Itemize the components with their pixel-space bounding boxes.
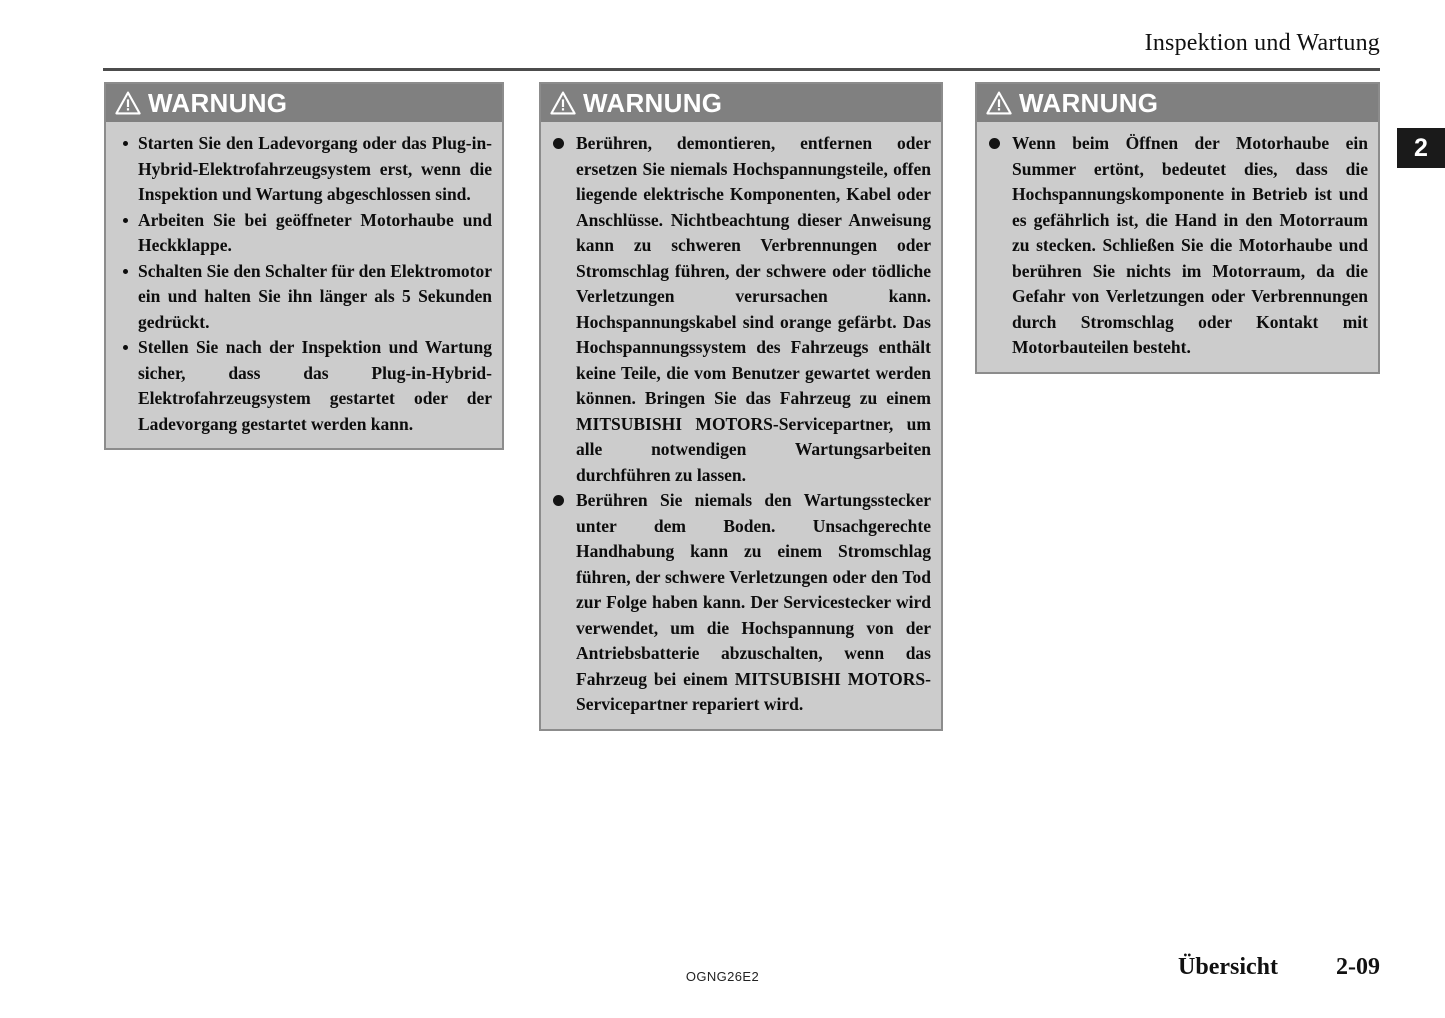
- warning-triangle-icon: [550, 91, 576, 115]
- list-item-text: Stellen Sie nach der Inspektion und Wartung sicher, dass das Plug-in-Hybrid-Elektrofahrzeugsystem gestartet oder der Ladevorgang gestartet werden kann.: [138, 337, 492, 434]
- chapter-tab: [1397, 128, 1445, 168]
- warning-label: WARNUNG: [583, 88, 723, 118]
- warning-box-2: [539, 82, 943, 731]
- warning-label: WARNUNG: [1019, 88, 1159, 118]
- warning-body: [977, 122, 1378, 372]
- warning-box-1: [104, 82, 504, 450]
- warning-list: [987, 131, 1368, 361]
- list-item: [116, 131, 492, 208]
- list-item: [116, 208, 492, 259]
- list-item: [116, 259, 492, 336]
- list-item-text: Berühren Sie niemals den Wartungsstecker unter dem Boden. Unsachgerechte Handhabung kann zu einem Stromschlag führen, der schwere Verletzungen oder den Tod zur Folge haben kann. Der Servicestecker wird verwendet, um die Hochspannung von der Antriebsbatterie abzuschalten, wenn das Fahrzeug bei einem MITSUBISHI MOTORS-Servicepartner repariert wird.: [576, 490, 931, 714]
- warning-header: [541, 84, 941, 122]
- warning-header: [106, 84, 502, 122]
- list-item-text: Berühren, demontieren, entfernen oder ersetzen Sie niemals Hochspannungsteile, offen liegende elektrische Komponenten, Kabel oder Anschlüsse. Nichtbeachtung dieser Anweisung kann zu schweren Verbrennungen oder Stromschlag führen, der schwere oder tödliche Verletzungen verursachen kann. Hochspannungskabel sind orange gefärbt. Das Hochspannungssystem des Fahrzeugs enthält keine Teile, die vom Benutzer gewartet werden können. Bringen Sie das Fahrzeug zu einem MITSUBISHI MOTORS-Servicepartner, um alle notwendigen Wartungsarbeiten durchführen zu lassen.: [576, 133, 931, 485]
- warning-list: [116, 131, 492, 437]
- warning-list: [551, 131, 931, 718]
- list-item-text: Starten Sie den Ladevorgang oder das Plug-in-Hybrid-Elektrofahrzeugsystem erst, wenn die Inspektion und Wartung abgeschlossen sind.: [138, 133, 492, 204]
- list-item-text: Arbeiten Sie bei geöffneter Motorhaube und Heckklappe.: [138, 209, 492, 255]
- warning-triangle-icon: [986, 91, 1012, 115]
- list-item: [551, 131, 931, 488]
- list-item: [987, 131, 1368, 361]
- list-item: [551, 488, 931, 718]
- warning-label: WARNUNG: [148, 88, 288, 118]
- warning-box-3: [975, 82, 1380, 374]
- warning-triangle-icon: [115, 91, 141, 115]
- document-code: OGNG26E2: [685, 969, 760, 984]
- header-rule: [103, 68, 1380, 71]
- warning-body: [106, 122, 502, 448]
- footer-page-number: 2-09: [1336, 954, 1380, 980]
- page-title: Inspektion und Wartung: [1144, 30, 1380, 56]
- page-footer: [1178, 954, 1380, 981]
- list-item: [116, 335, 492, 437]
- warning-body: [541, 122, 941, 729]
- chapter-tab-number: 2: [1414, 133, 1428, 162]
- list-item-text: Wenn beim Öffnen der Motorhaube ein Summer ertönt, bedeutet dies, dass die Hochspannungskomponente in Betrieb ist und es gefährlich ist, die Hand in den Motorraum zu stecken. Schließen Sie die Motorhaube und berühren Sie nichts im Motorraum, da die Gefahr von Verletzungen oder Verbrennungen durch Stromschlag oder Kontakt mit Motorbauteilen besteht.: [1012, 133, 1368, 357]
- footer-section-label: Übersicht: [1178, 954, 1278, 980]
- page-header: [103, 28, 1380, 58]
- warning-header: [977, 84, 1378, 122]
- list-item-text: Schalten Sie den Schalter für den Elektromotor ein und halten Sie ihn länger als 5 Sekunden gedrückt.: [138, 260, 492, 332]
